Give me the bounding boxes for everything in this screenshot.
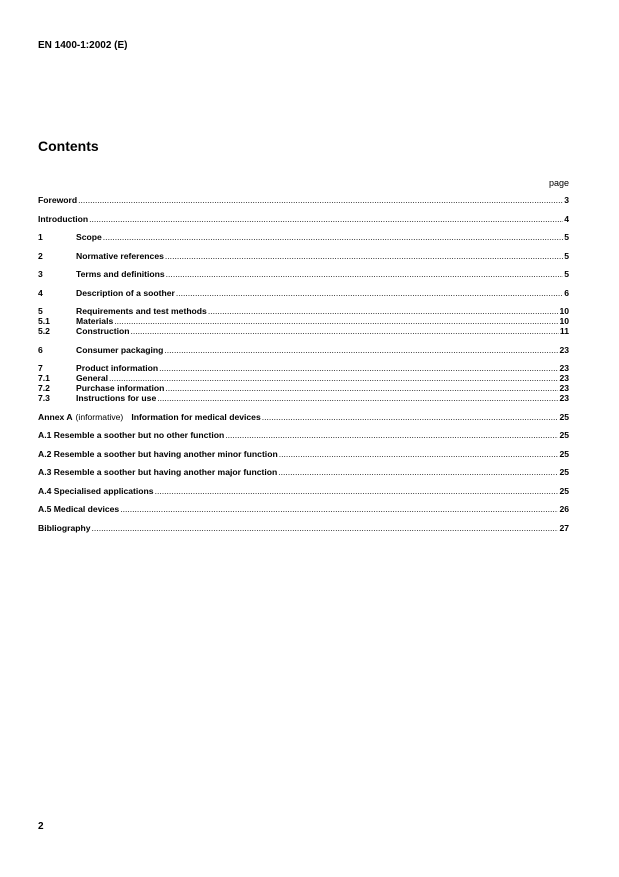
toc-entry-product-information[interactable] <box>38 363 569 373</box>
toc-leader-dots <box>155 486 559 496</box>
toc-entry-materials[interactable] <box>38 316 569 326</box>
toc-entry-page: 5 <box>564 232 569 242</box>
table-of-contents <box>38 195 569 533</box>
toc-entry-title: A.1 Resemble a soother but no other function <box>38 430 225 440</box>
toc-entry-title: Construction <box>76 326 130 336</box>
toc-entry-title: Foreword <box>38 195 78 205</box>
toc-entry-page: 25 <box>559 411 569 422</box>
toc-entry-number: 4 <box>38 287 43 298</box>
toc-entry-note: (informative) <box>75 411 124 422</box>
toc-leader-dots <box>165 251 563 261</box>
toc-entry-normative-references[interactable] <box>38 251 569 261</box>
toc-entry-title: Product information <box>76 363 159 373</box>
toc-leader-dots <box>89 214 563 224</box>
toc-entry-page: 10 <box>559 306 569 316</box>
toc-entry-title: Consumer packaging <box>76 344 164 355</box>
toc-leader-dots <box>130 326 558 336</box>
toc-entry-number: 5 <box>38 306 43 316</box>
toc-entry-number: 5.2 <box>38 326 50 336</box>
toc-entry-title: Materials <box>76 316 114 326</box>
toc-entry-title: A.4 Specialised applications <box>38 485 154 496</box>
toc-entry-description[interactable] <box>38 288 569 298</box>
toc-entry-title: Annex A <box>38 411 73 422</box>
toc-entry-title: Introduction <box>38 213 89 224</box>
toc-entry-number: 3 <box>38 269 43 279</box>
page-number: 2 <box>38 821 44 832</box>
toc-entry-page: 6 <box>564 287 569 298</box>
document-header: EN 1400-1:2002 (E) <box>38 40 128 51</box>
toc-leader-dots <box>176 288 563 298</box>
toc-entry-page: 23 <box>559 393 569 403</box>
toc-leader-dots <box>208 306 559 316</box>
toc-entry-number: 1 <box>38 232 43 242</box>
toc-entry-title: Terms and definitions <box>76 269 165 279</box>
toc-entry-number: 7.2 <box>38 383 50 393</box>
toc-leader-dots <box>225 430 558 440</box>
toc-entry-page: 25 <box>559 430 569 440</box>
toc-entry-purchase-information[interactable] <box>38 383 569 393</box>
toc-entry-page: 27 <box>559 522 569 533</box>
toc-entry-bibliography[interactable] <box>38 523 569 533</box>
toc-entry-number: 7.3 <box>38 393 50 403</box>
page-title: Contents <box>38 138 99 154</box>
toc-entry-number: 6 <box>38 344 43 355</box>
toc-entry-page: 5 <box>564 250 569 261</box>
toc-entry-page: 23 <box>559 383 569 393</box>
toc-entry-page: 26 <box>559 504 569 514</box>
toc-entry-a5[interactable] <box>38 504 569 514</box>
toc-leader-dots <box>166 269 564 279</box>
toc-entry-title: Purchase information <box>76 383 165 393</box>
toc-leader-dots <box>278 467 558 477</box>
page-column-label: page <box>548 178 569 188</box>
toc-leader-dots <box>279 449 559 459</box>
toc-leader-dots <box>109 373 558 383</box>
toc-leader-dots <box>114 316 558 326</box>
toc-entry-requirements[interactable] <box>38 306 569 316</box>
toc-entry-annex-a[interactable] <box>38 412 569 422</box>
toc-entry-title: Scope <box>76 232 102 242</box>
toc-entry-number: 2 <box>38 250 43 261</box>
toc-entry-number: 7 <box>38 363 43 373</box>
toc-leader-dots <box>164 345 558 355</box>
toc-entry-a4[interactable] <box>38 486 569 496</box>
toc-entry-a2[interactable] <box>38 449 569 459</box>
toc-entry-page: 10 <box>559 316 569 326</box>
toc-entry-title: A.5 Medical devices <box>38 504 120 514</box>
toc-leader-dots <box>103 232 563 242</box>
toc-leader-dots <box>92 523 559 533</box>
toc-entry-title: A.2 Resemble a soother but having another minor function <box>38 448 278 459</box>
toc-entry-title: Bibliography <box>38 522 91 533</box>
toc-entry-page: 23 <box>559 344 569 355</box>
toc-entry-number: 7.1 <box>38 373 50 383</box>
toc-leader-dots <box>120 504 558 514</box>
toc-entry-title: Description of a soother <box>76 287 175 298</box>
toc-entry-page: 3 <box>564 195 569 205</box>
toc-entry-consumer-packaging[interactable] <box>38 345 569 355</box>
toc-entry-a1[interactable] <box>38 430 569 440</box>
toc-entry-number: 5.1 <box>38 316 50 326</box>
toc-entry-title: General <box>76 373 109 383</box>
toc-leader-dots <box>78 195 563 205</box>
toc-entry-general[interactable] <box>38 373 569 383</box>
toc-entry-page: 25 <box>559 448 569 459</box>
toc-leader-dots <box>165 383 558 393</box>
toc-entry-page: 23 <box>559 363 569 373</box>
toc-entry-instructions[interactable] <box>38 393 569 403</box>
toc-leader-dots <box>157 393 558 403</box>
toc-entry-title: Normative references <box>76 250 164 261</box>
toc-entry-title: Requirements and test methods <box>76 306 207 316</box>
toc-entry-page: 23 <box>559 373 569 383</box>
toc-entry-page: 4 <box>564 213 569 224</box>
toc-leader-dots <box>159 363 558 373</box>
toc-entry-construction[interactable] <box>38 326 569 336</box>
toc-entry-foreword[interactable] <box>38 195 569 205</box>
toc-entry-page: 5 <box>564 269 569 279</box>
toc-entry-page: 25 <box>559 467 569 477</box>
toc-entry-terms-and-definitions[interactable] <box>38 269 569 279</box>
toc-entry-page: 25 <box>559 485 569 496</box>
toc-entry-a3[interactable] <box>38 467 569 477</box>
toc-entry-subtitle: Information for medical devices <box>131 411 261 422</box>
toc-leader-dots <box>262 412 559 422</box>
toc-entry-scope[interactable] <box>38 232 569 242</box>
toc-entry-title: A.3 Resemble a soother but having another major function <box>38 467 278 477</box>
toc-entry-page: 11 <box>559 326 569 336</box>
toc-entry-introduction[interactable] <box>38 214 569 224</box>
toc-entry-title: Instructions for use <box>76 393 157 403</box>
